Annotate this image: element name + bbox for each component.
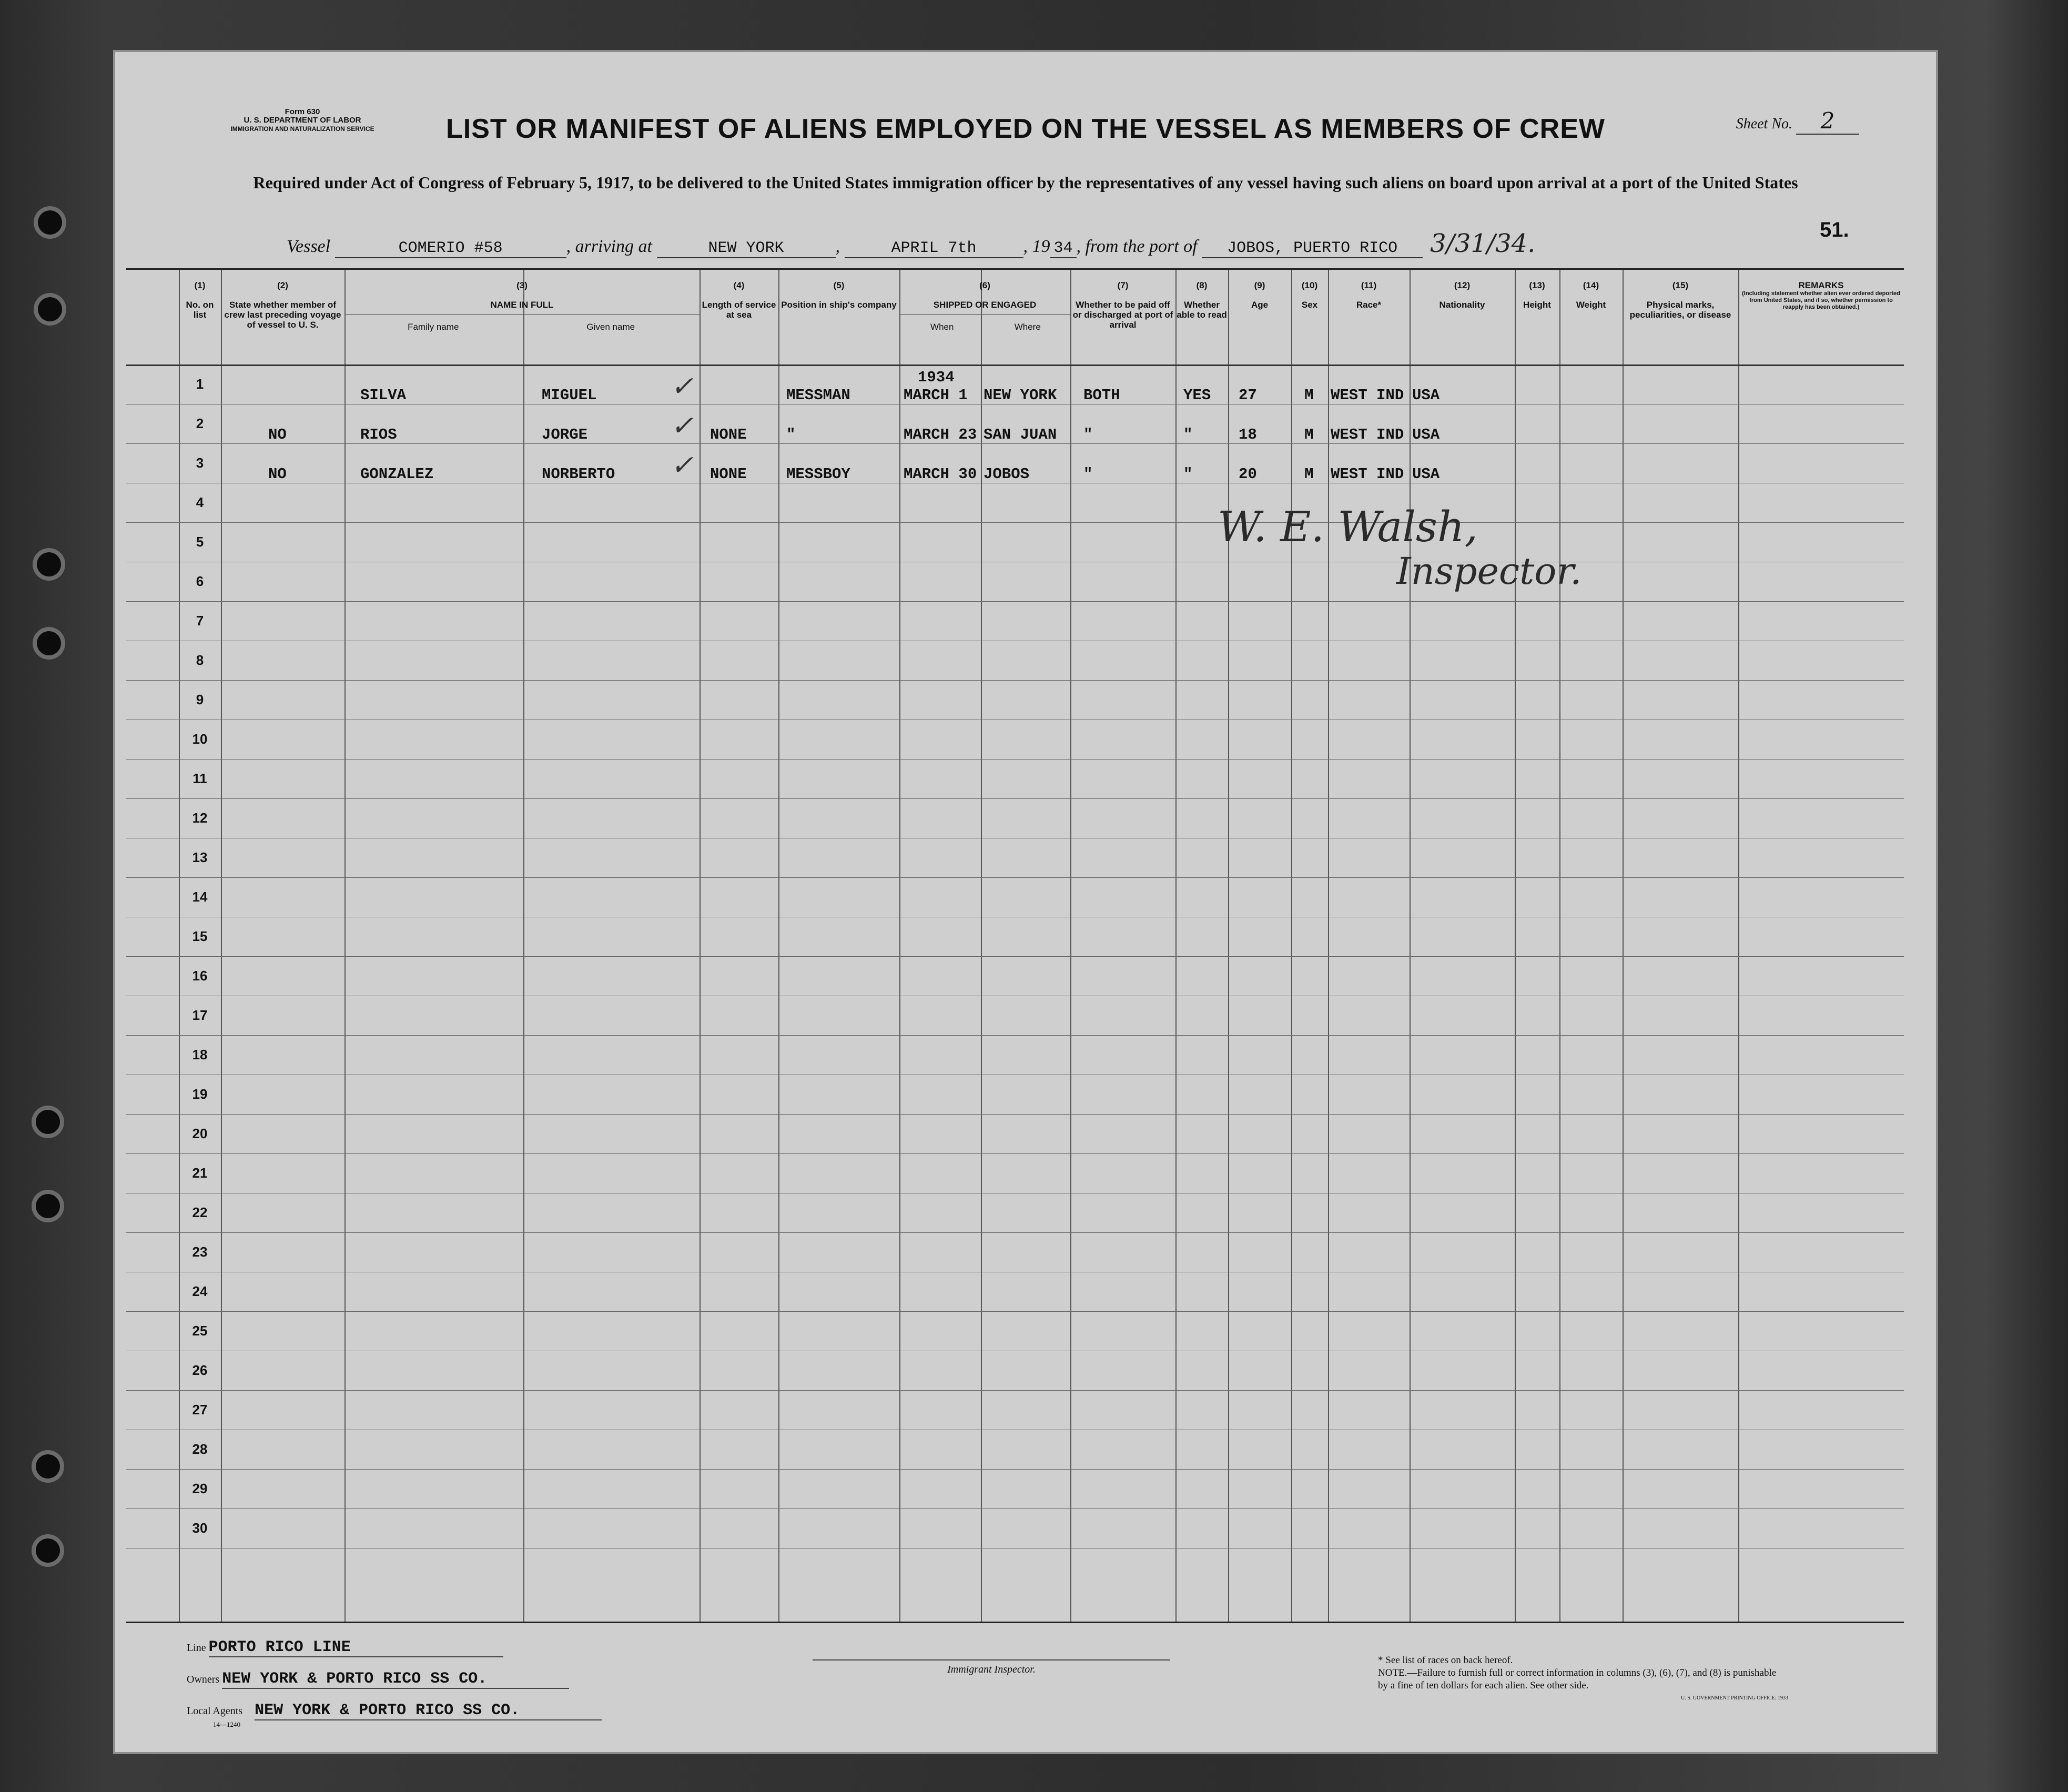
check-mark: ✓: [671, 450, 694, 481]
page-subtitle: Required under Act of Congress of February 5, 1917, to be delivered to the United States immigration officer by the representatives of any vessel having such aliens on board upon arrival at a port of the United States: [253, 173, 1798, 192]
table-column-divider: [1070, 270, 1071, 1622]
crew-nationality: USA: [1412, 465, 1440, 483]
crew-race: WEST IND: [1331, 387, 1404, 404]
footnotes: [1378, 1654, 1788, 1705]
column-number: (14): [1583, 280, 1599, 290]
column-number: (10): [1301, 280, 1318, 290]
line-value: PORTO RICO LINE: [209, 1638, 503, 1657]
row-number: 28: [192, 1441, 208, 1457]
column-number: (6): [979, 280, 990, 290]
department: U. S. DEPARTMENT OF LABOR: [244, 116, 361, 125]
column-header: [1228, 270, 1291, 310]
row-number: 26: [192, 1362, 208, 1378]
table-column-divider: [1175, 270, 1177, 1622]
year-prefix: , 19: [1023, 237, 1050, 256]
from-label: , from the port of: [1076, 237, 1198, 256]
row-number: 14: [192, 889, 208, 905]
row-divider: [126, 1508, 1904, 1509]
column-header: [1623, 270, 1738, 320]
table-column-divider: [1515, 270, 1516, 1622]
manifest-sheet: [113, 50, 1938, 1754]
row-number: 12: [192, 810, 208, 826]
column-sublabel: Where: [1014, 322, 1041, 332]
column-number: (9): [1254, 280, 1265, 290]
row-number: 4: [196, 494, 204, 510]
column-header: [899, 270, 1070, 332]
row-number: 21: [192, 1165, 208, 1181]
crew-race: WEST IND: [1331, 465, 1404, 483]
table-column-divider: [899, 270, 900, 1622]
row-number: 25: [192, 1323, 208, 1339]
printer-note: U. S. GOVERNMENT PRINTING OFFICE: 1933: [1681, 1695, 1788, 1701]
column-header: [1738, 270, 1904, 311]
crew-where: JOBOS: [984, 465, 1030, 483]
owners-label: Owners: [187, 1674, 220, 1685]
column-header: [1410, 270, 1515, 310]
column-number: (12): [1454, 280, 1471, 290]
binder-hole: [36, 1110, 60, 1134]
column-label: Position in ship's company: [781, 300, 897, 310]
agents-label: Local Agents: [187, 1705, 243, 1717]
row-number: 15: [192, 928, 208, 944]
arrival-date: APRIL 7th: [845, 239, 1023, 258]
inspector-title-signature: Inspector.: [1396, 550, 1582, 593]
row-divider: [126, 1114, 1904, 1115]
crew-given: MIGUEL: [542, 387, 597, 404]
row-divider: [126, 680, 1904, 681]
crew-given: NORBERTO: [542, 465, 615, 483]
row-number: 1: [196, 376, 204, 392]
column-number: (3): [516, 280, 528, 290]
column-label: Height: [1523, 300, 1551, 310]
check-mark: ✓: [671, 371, 694, 402]
sheet-label: Sheet No.: [1736, 116, 1792, 132]
vessel-label: Vessel: [287, 237, 331, 256]
crew-age: 27: [1239, 387, 1257, 404]
row-divider: [126, 522, 1904, 523]
crew-position: MESSMAN: [786, 387, 850, 404]
row-divider: [126, 601, 1904, 602]
row-number: 7: [196, 613, 204, 629]
row-divider: [126, 443, 1904, 444]
departure-port: JOBOS, PUERTO RICO: [1202, 239, 1423, 258]
column-header: [1328, 270, 1410, 310]
column-label: Length of service at sea: [702, 300, 776, 320]
crew-family: GONZALEZ: [360, 465, 434, 483]
row-number: 16: [192, 968, 208, 984]
vessel-name: COMERIO #58: [335, 239, 566, 258]
crew-when: MARCH 1: [904, 387, 968, 404]
crew-given: JORGE: [542, 426, 588, 443]
handwritten-date: 3/31/34.: [1430, 229, 1536, 258]
service: IMMIGRATION AND NATURALIZATION SERVICE: [230, 125, 374, 133]
column-header: [1515, 270, 1559, 310]
table-column-divider: [778, 270, 779, 1622]
row-number: 22: [192, 1204, 208, 1220]
immigrant-inspector: [813, 1659, 1170, 1676]
table-column-divider: [1623, 270, 1624, 1622]
crew-paid-off: ": [1083, 426, 1093, 443]
table-column-divider: [344, 270, 346, 1622]
row-divider: [126, 1469, 1904, 1470]
voyage-line: Vessel COMERIO #58 , arriving at NEW YORK , APRIL 7th , 19 34 , from the port of JOBOS, PUERTO RICO 3/31/34.: [287, 229, 1536, 258]
column-number: (2): [277, 280, 288, 290]
crew-age: 18: [1239, 426, 1257, 443]
row-number: 23: [192, 1244, 208, 1260]
footer-agents: [187, 1702, 602, 1729]
crew-prev-voyage: NO: [268, 426, 287, 443]
column-label: Whether able to read: [1177, 300, 1227, 320]
table-column-divider: [1328, 270, 1329, 1622]
table-column-divider: [1228, 270, 1229, 1622]
column-label: No. on list: [186, 300, 214, 320]
crew-sex: M: [1304, 465, 1314, 483]
row-number: 30: [192, 1520, 208, 1536]
owners-value: NEW YORK & PORTO RICO SS CO.: [222, 1670, 569, 1689]
crew-read: YES: [1183, 387, 1211, 404]
check-mark: ✓: [671, 410, 694, 442]
table-column-divider: [523, 270, 524, 1622]
row-number: 27: [192, 1402, 208, 1418]
inspector-label: Immigrant Inspector.: [947, 1664, 1036, 1675]
column-header: [179, 270, 221, 320]
row-divider: [126, 956, 1904, 957]
row-number: 29: [192, 1481, 208, 1496]
table-column-divider: [221, 270, 222, 1622]
crew-sex: M: [1304, 426, 1314, 443]
column-label: SHIPPED OR ENGAGED: [933, 300, 1037, 310]
column-number: (5): [833, 280, 845, 290]
row-divider: [126, 1153, 1904, 1154]
row-number: 11: [192, 771, 207, 786]
arriving-label: , arriving at: [566, 237, 652, 256]
column-number: (11): [1361, 280, 1377, 290]
row-divider: [126, 1035, 1904, 1036]
crew-where: SAN JUAN: [984, 426, 1057, 443]
column-number: (8): [1196, 280, 1208, 290]
table-column-divider: [981, 270, 982, 1622]
row-number: 2: [196, 416, 204, 431]
column-label: REMARKS: [1798, 280, 1844, 290]
line-label: Line: [187, 1642, 206, 1654]
row-divider: [126, 798, 1904, 799]
column-header: [1070, 270, 1175, 330]
crew-read: ": [1183, 426, 1193, 443]
column-sublabel: Family name: [408, 322, 459, 332]
crew-paid-off: ": [1083, 465, 1093, 483]
column-header: [1175, 270, 1228, 320]
crew-when-year: 1934: [918, 369, 955, 386]
column-sublabel: When: [930, 322, 954, 332]
crew-nationality: USA: [1412, 387, 1440, 404]
footer-owners: [187, 1670, 569, 1689]
row-number: 24: [192, 1283, 208, 1299]
agents-value: NEW YORK & PORTO RICO SS CO.: [255, 1702, 602, 1720]
column-number: (13): [1529, 280, 1545, 290]
arriving-port: NEW YORK: [657, 239, 836, 258]
column-header: [778, 270, 899, 310]
row-number: 5: [196, 534, 204, 550]
crew-position: ": [786, 426, 796, 443]
row-divider: [126, 1311, 1904, 1312]
row-number: 9: [196, 692, 204, 707]
table-column-divider: [1410, 270, 1411, 1622]
crew-family: SILVA: [360, 387, 407, 404]
column-header: [344, 270, 700, 332]
row-number: 17: [192, 1007, 208, 1023]
column-label: Nationality: [1439, 300, 1485, 310]
column-note: (Including statement whether alien ever ordered deported from United States, and if so, whether permission to reapply has been obtained.): [1742, 290, 1900, 310]
header-divider: [126, 365, 1904, 366]
row-number: 6: [196, 573, 204, 589]
crew-sex: M: [1304, 387, 1314, 404]
agents-code: 14—1240: [213, 1720, 240, 1728]
table-column-divider: [700, 270, 701, 1622]
table-column-divider: [1559, 270, 1560, 1622]
crew-service: NONE: [710, 465, 747, 483]
footer-line: [187, 1638, 503, 1657]
column-label: Age: [1251, 300, 1269, 310]
column-number: (4): [733, 280, 745, 290]
arrival-year: 34: [1050, 239, 1077, 258]
sheet-value: 2: [1796, 108, 1859, 135]
crew-manifest-table: [126, 268, 1904, 1623]
crew-when: MARCH 23: [904, 426, 977, 443]
column-header: [700, 270, 778, 320]
binder-hole: [36, 1454, 60, 1479]
row-divider: [126, 759, 1904, 760]
column-number: (15): [1672, 280, 1689, 290]
form-number: Form 630: [285, 107, 320, 116]
row-number: 13: [192, 849, 208, 865]
crew-nationality: USA: [1412, 426, 1440, 443]
table-column-divider: [1291, 270, 1292, 1622]
crew-race: WEST IND: [1331, 426, 1404, 443]
column-header: [1559, 270, 1623, 310]
column-label: State whether member of crew last preceding voyage of vessel to U. S.: [224, 300, 341, 330]
column-label: Sex: [1301, 300, 1318, 310]
crew-family: RIOS: [360, 426, 397, 443]
crew-prev-voyage: NO: [268, 465, 287, 483]
row-number: 10: [192, 731, 208, 747]
column-label: Race*: [1356, 300, 1382, 310]
row-number: 20: [192, 1126, 208, 1141]
page-title: LIST OR MANIFEST OF ALIENS EMPLOYED ON THE VESSEL AS MEMBERS OF CREW: [446, 114, 1605, 144]
crew-age: 20: [1239, 465, 1257, 483]
crew-position: MESSBOY: [786, 465, 850, 483]
column-label: NAME IN FULL: [490, 300, 554, 310]
column-label: Whether to be paid off or discharged at port of arrival: [1072, 300, 1173, 330]
crew-where: NEW YORK: [984, 387, 1057, 404]
binder-hole: [38, 210, 62, 235]
crew-service: NONE: [710, 426, 747, 443]
row-number: 19: [192, 1086, 208, 1102]
column-sublabel: Given name: [586, 322, 635, 332]
row-number: 8: [196, 652, 204, 668]
stamp-number: 51.: [1820, 218, 1849, 241]
binder-hole: [36, 1194, 60, 1218]
inspector-signature: W. E. Walsh,: [1218, 502, 1478, 551]
crew-paid-off: BOTH: [1083, 387, 1120, 404]
crew-when: MARCH 30: [904, 465, 977, 483]
binder-hole: [38, 297, 62, 321]
fine-note: NOTE.—Failure to furnish full or correct information in columns (3), (6), (7), and (8) is punishable by a fine of ten dollars for each alien. See other side.: [1378, 1667, 1777, 1691]
column-label: Weight: [1576, 300, 1606, 310]
row-number: 18: [192, 1047, 208, 1062]
crew-read: ": [1183, 465, 1193, 483]
table-column-divider: [179, 270, 180, 1622]
column-number: (1): [194, 280, 206, 290]
binder-hole: [36, 1538, 60, 1563]
column-number: (7): [1117, 280, 1129, 290]
column-header: [221, 270, 344, 330]
column-label: Physical marks, peculiarities, or disease: [1629, 300, 1731, 320]
binder-hole: [37, 631, 61, 655]
row-divider: [126, 877, 1904, 878]
race-note: * See list of races on back hereof.: [1378, 1655, 1513, 1666]
binder-hole: [37, 552, 61, 576]
row-divider: [126, 1232, 1904, 1233]
table-column-divider: [1738, 270, 1739, 1622]
row-divider: [126, 1390, 1904, 1391]
row-number: 3: [196, 455, 204, 471]
column-header: [1291, 270, 1328, 310]
